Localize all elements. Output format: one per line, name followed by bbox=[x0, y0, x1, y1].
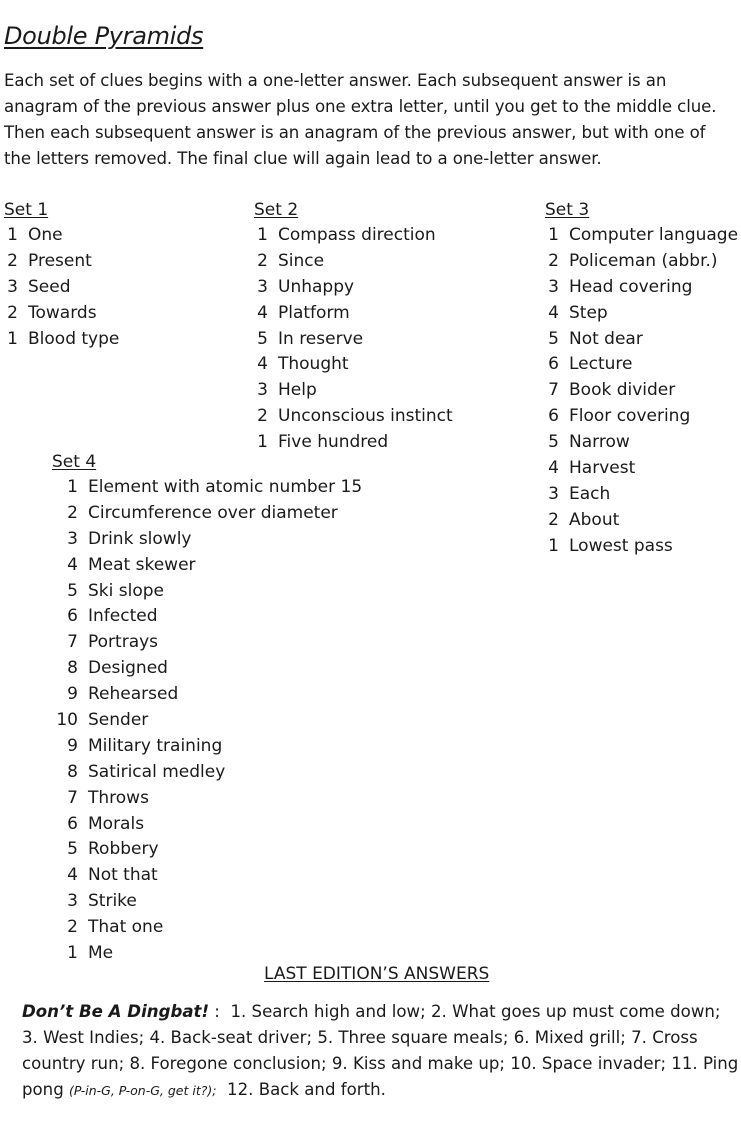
clue-text: Platform bbox=[278, 302, 350, 323]
clue-row bbox=[52, 475, 362, 501]
clue-text: Meat skewer bbox=[88, 554, 196, 575]
clue-row bbox=[254, 249, 453, 275]
clue-row bbox=[4, 249, 119, 275]
clue-row bbox=[52, 656, 362, 682]
set-heading: Set 1 bbox=[4, 200, 49, 220]
set-heading: Set 4 bbox=[52, 452, 97, 472]
clue-number: 2 bbox=[7, 302, 18, 323]
clue-number: 1 bbox=[67, 943, 78, 964]
clue-text: Unconscious instinct bbox=[278, 406, 453, 427]
clue-row bbox=[254, 223, 453, 249]
clue-row bbox=[52, 915, 362, 941]
puzzle-name: Don’t Be A Dingbat! bbox=[22, 1002, 210, 1021]
clue-row bbox=[52, 889, 362, 915]
clue-text: Lowest pass bbox=[569, 535, 673, 556]
clue-text: One bbox=[28, 225, 63, 245]
clue-row bbox=[545, 327, 738, 353]
clue-text: Step bbox=[569, 302, 608, 323]
clue-row bbox=[545, 508, 738, 534]
clue-number: 9 bbox=[67, 684, 78, 705]
clue-row bbox=[52, 760, 362, 786]
instructions-line: Then each subsequent answer is an anagram of the previous answer, but with one of bbox=[4, 123, 706, 142]
clue-text: That one bbox=[88, 917, 164, 938]
clue-set-3 bbox=[545, 197, 738, 560]
clue-number: 2 bbox=[67, 502, 78, 523]
clue-set-4 bbox=[52, 449, 362, 967]
clue-text: Policeman (abbr.) bbox=[569, 250, 718, 271]
clue-number: 1 bbox=[548, 535, 559, 556]
clue-number: 4 bbox=[67, 554, 78, 575]
clue-number: 8 bbox=[67, 658, 78, 679]
clue-row bbox=[52, 579, 362, 605]
clue-row bbox=[4, 275, 119, 301]
clue-row bbox=[545, 352, 738, 378]
clue-row bbox=[545, 301, 738, 327]
clue-text: Compass direction bbox=[278, 225, 436, 245]
answers-block bbox=[22, 999, 741, 1103]
clue-number: 5 bbox=[548, 432, 559, 453]
clue-number: 10 bbox=[56, 710, 78, 731]
clue-row bbox=[254, 275, 453, 301]
clue-row bbox=[545, 482, 738, 508]
clue-text: Present bbox=[28, 250, 92, 271]
clue-number: 2 bbox=[7, 250, 18, 271]
clue-text: Book divider bbox=[569, 380, 676, 401]
answers-text: 1. Search high and low; 2. What goes up must come down; bbox=[230, 1002, 721, 1021]
clue-text: In reserve bbox=[278, 328, 364, 349]
instructions-line: Each set of clues begins with a one-letter answer. Each subsequent answer is an bbox=[4, 71, 667, 90]
clue-row bbox=[254, 327, 453, 353]
clue-text: Strike bbox=[88, 891, 137, 912]
answers-line bbox=[22, 999, 741, 1025]
clue-row bbox=[545, 456, 738, 482]
clue-text: Unhappy bbox=[278, 276, 355, 297]
clue-row bbox=[4, 327, 119, 353]
clue-text: Throws bbox=[88, 787, 149, 808]
clue-number: 5 bbox=[548, 328, 559, 349]
clue-number: 6 bbox=[67, 606, 78, 627]
answers-colon: : bbox=[209, 1002, 231, 1021]
clue-number: 5 bbox=[67, 839, 78, 860]
clue-row bbox=[52, 527, 362, 553]
clue-row bbox=[254, 352, 453, 378]
clue-number: 3 bbox=[257, 380, 268, 401]
set-heading: Set 2 bbox=[254, 200, 299, 220]
clue-number: 3 bbox=[548, 276, 559, 297]
clue-row bbox=[52, 734, 362, 760]
answers-text: pong bbox=[22, 1080, 70, 1099]
clue-number: 7 bbox=[67, 787, 78, 808]
clue-text: Satirical medley bbox=[88, 761, 226, 782]
clue-text: Each bbox=[569, 483, 611, 504]
clue-text: Five hundred bbox=[278, 432, 389, 453]
clue-text: Circumference over diameter bbox=[88, 502, 338, 523]
clue-row bbox=[52, 708, 362, 734]
clue-number: 2 bbox=[548, 250, 559, 271]
clue-row bbox=[254, 404, 453, 430]
instructions-line: anagram of the previous answer plus one extra letter, until you get to the middle clue. bbox=[4, 97, 717, 116]
clue-number: 1 bbox=[257, 225, 268, 245]
clue-text: Head covering bbox=[569, 276, 693, 297]
clue-number: 8 bbox=[67, 761, 78, 782]
clue-text: Ski slope bbox=[88, 580, 164, 601]
clue-text: Blood type bbox=[28, 328, 120, 349]
clue-text: Floor covering bbox=[569, 406, 691, 427]
clue-number: 2 bbox=[257, 406, 268, 427]
clue-number: 1 bbox=[7, 328, 18, 349]
clue-row bbox=[52, 837, 362, 863]
clue-row bbox=[52, 863, 362, 889]
answers-note: (P-in-G, P-on-G, get it?); bbox=[69, 1083, 217, 1098]
clue-number: 4 bbox=[257, 354, 268, 375]
clue-row bbox=[52, 630, 362, 656]
clue-text: Since bbox=[278, 250, 325, 271]
clue-number: 5 bbox=[67, 580, 78, 601]
clue-number: 6 bbox=[67, 813, 78, 834]
clue-number: 3 bbox=[67, 528, 78, 549]
clue-text: Robbery bbox=[88, 839, 159, 860]
clue-row bbox=[254, 378, 453, 404]
clue-number: 4 bbox=[548, 458, 559, 479]
clue-row bbox=[52, 812, 362, 838]
clue-text: Sender bbox=[88, 710, 149, 731]
clue-text: Morals bbox=[88, 813, 145, 834]
answers-heading: LAST EDITION’S ANSWERS bbox=[264, 964, 490, 984]
clue-number: 6 bbox=[548, 354, 559, 375]
clue-number: 3 bbox=[548, 483, 559, 504]
clue-text: Military training bbox=[88, 735, 223, 756]
clue-text: Designed bbox=[88, 658, 168, 679]
clue-text: Infected bbox=[88, 606, 158, 627]
clue-number: 7 bbox=[67, 632, 78, 653]
clue-set-1 bbox=[4, 197, 119, 352]
answers-line bbox=[22, 1077, 741, 1103]
answers-line: 3. West Indies; 4. Back-seat driver; 5. Three square meals; 6. Mixed grill; 7. Cross bbox=[22, 1028, 698, 1047]
clue-text: Seed bbox=[28, 276, 71, 297]
set-heading: Set 3 bbox=[545, 200, 590, 220]
clue-number: 6 bbox=[548, 406, 559, 427]
clue-text: Rehearsed bbox=[88, 684, 179, 705]
answers-line: country run; 8. Foregone conclusion; 9. Kiss and make up; 10. Space invader; 11. Ping bbox=[22, 1054, 739, 1073]
clue-text: Narrow bbox=[569, 432, 630, 453]
clue-text: About bbox=[569, 509, 620, 530]
clue-text: Towards bbox=[28, 302, 97, 323]
clue-row bbox=[545, 404, 738, 430]
clue-row bbox=[545, 430, 738, 456]
page-title: Double Pyramids bbox=[4, 22, 204, 50]
instructions-line: the letters removed. The final clue will again lead to a one-letter answer. bbox=[4, 149, 602, 168]
instructions bbox=[4, 68, 741, 172]
clue-text: Not that bbox=[88, 865, 158, 886]
clue-number: 4 bbox=[257, 302, 268, 323]
clue-text: Element with atomic number 15 bbox=[88, 477, 363, 497]
clue-text: Lecture bbox=[569, 354, 633, 375]
clue-text: Not dear bbox=[569, 328, 643, 349]
clue-text: Me bbox=[88, 943, 114, 964]
clue-row bbox=[52, 682, 362, 708]
clue-text: Computer language bbox=[569, 225, 739, 245]
clue-number: 3 bbox=[7, 276, 18, 297]
clue-number: 1 bbox=[7, 225, 18, 245]
clue-row bbox=[545, 275, 738, 301]
clue-number: 2 bbox=[257, 250, 268, 271]
clue-row bbox=[545, 534, 738, 560]
clue-number: 1 bbox=[257, 432, 268, 453]
clue-row bbox=[545, 378, 738, 404]
clue-number: 1 bbox=[548, 225, 559, 245]
clue-row bbox=[52, 604, 362, 630]
clue-number: 3 bbox=[257, 276, 268, 297]
clue-row bbox=[4, 301, 119, 327]
clue-row bbox=[52, 553, 362, 579]
clue-row bbox=[52, 786, 362, 812]
clue-text: Drink slowly bbox=[88, 528, 192, 549]
clue-number: 2 bbox=[67, 917, 78, 938]
clue-row bbox=[254, 301, 453, 327]
answers-text: 12. Back and forth. bbox=[216, 1080, 386, 1099]
clue-number: 3 bbox=[67, 891, 78, 912]
clue-row bbox=[52, 501, 362, 527]
clue-number: 4 bbox=[548, 302, 559, 323]
clue-number: 5 bbox=[257, 328, 268, 349]
clue-text: Harvest bbox=[569, 458, 636, 479]
clue-text: Help bbox=[278, 380, 317, 401]
clue-set-2 bbox=[254, 197, 453, 456]
clue-row bbox=[4, 223, 119, 249]
clue-number: 7 bbox=[548, 380, 559, 401]
clue-text: Thought bbox=[278, 354, 349, 375]
clue-number: 4 bbox=[67, 865, 78, 886]
clue-number: 2 bbox=[548, 509, 559, 530]
clue-number: 1 bbox=[67, 477, 78, 497]
clue-number: 9 bbox=[67, 735, 78, 756]
clue-text: Portrays bbox=[88, 632, 159, 653]
clue-row bbox=[545, 249, 738, 275]
clue-row bbox=[545, 223, 738, 249]
